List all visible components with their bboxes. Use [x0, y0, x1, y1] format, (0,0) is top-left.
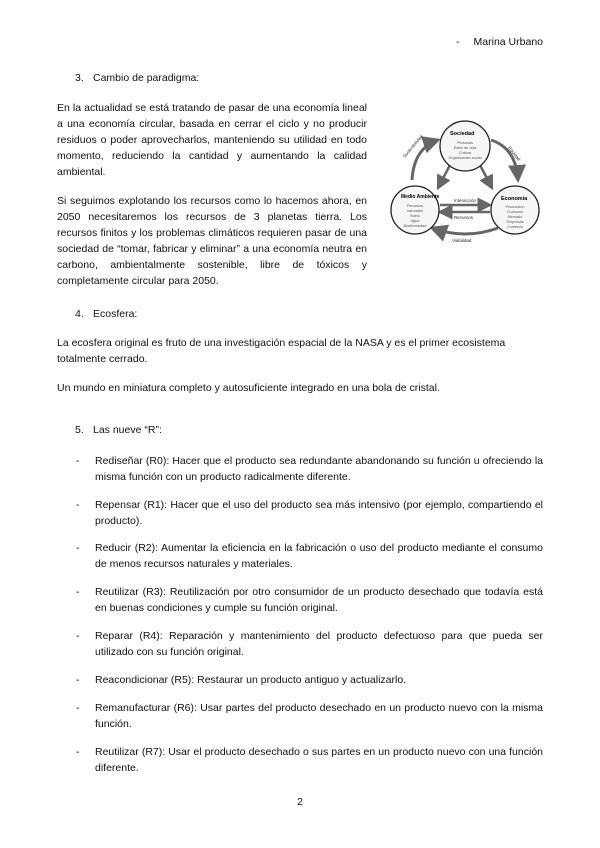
- section-3-heading: [75, 72, 199, 84]
- node-economia-desc-4: Empresas: [506, 220, 524, 224]
- r-list-item: [76, 700, 543, 732]
- section-5-title: Las nueve “R”:: [93, 424, 162, 436]
- node-economia-desc-3: Mercado: [507, 215, 523, 219]
- r-item-text: Reducir (R2): Aumentar la eficiencia en la fabricación o uso del producto mediante el consumo de menos recursos naturales y materiales.: [95, 542, 543, 570]
- node-sociedad-desc-3: Cultura: [458, 151, 472, 155]
- bullet-dash: -: [76, 674, 80, 686]
- arrow-sociedad-economia: [480, 165, 492, 188]
- section-5-number: 5.: [75, 424, 84, 436]
- label-viabilidad: Viabilidad: [452, 238, 472, 243]
- section-4-number: 4.: [75, 308, 84, 320]
- node-economia-desc-1: Producción: [505, 205, 525, 209]
- section-5-heading: [75, 424, 162, 436]
- sustainability-diagram: [390, 118, 540, 243]
- arrow-sociedad-medio: [438, 165, 450, 188]
- arrow-viabilidad: [432, 228, 498, 234]
- section-4-paragraph-1: La ecosfera original es fruto de una investigación espacial de la NASA y es el primer ecosistema totalmente cerrado.: [57, 337, 506, 365]
- label-equidad: Equidad: [507, 145, 522, 162]
- node-medio-ambiente-title: Medio Ambiente: [401, 194, 440, 200]
- r-list-item: [76, 672, 543, 688]
- node-medio-desc-3: Suelo: [410, 214, 420, 218]
- bullet-dash: -: [76, 586, 80, 598]
- bullet-dash: -: [76, 499, 80, 511]
- section-3-number: 3.: [75, 72, 84, 84]
- r-item-text: Reutilizar (R7): Usar el producto desechado o sus partes en un producto nuevo con una función diferente.: [95, 746, 543, 774]
- header-dash: -: [456, 36, 460, 48]
- r-list-item: [76, 540, 543, 572]
- section-3-title: Cambio de paradigma:: [93, 72, 200, 84]
- section-4-paragraph-2: Un mundo en miniatura completo y autosuficiente integrado en una bola de cristal.: [57, 382, 440, 394]
- r-item-text: Reacondicionar (R5): Restaurar un producto antiguo y actualizarlo.: [95, 674, 407, 686]
- bullet-dash: -: [76, 542, 80, 554]
- section-3-paragraph-1: En la actualidad se está tratando de pasar de una economía lineal a una economía circular, basada en cerrar el ciclo y no producir residuos o poder aprovecharlos, manteniendo su utilidad en todo momento, reduciendo la cantidad y aumentando la calidad ambiental.: [57, 102, 367, 178]
- page-number: 2: [297, 796, 303, 808]
- page-header: [456, 36, 543, 48]
- r-item-text: Repensar (R1): Hacer que el uso del producto sea más intensivo (por ejemplo, compartiendo el producto).: [95, 499, 543, 527]
- node-economia: [491, 186, 539, 234]
- label-sostenibilidad: Sostenibilidad: [401, 133, 424, 159]
- node-sociedad-desc-4: Organización social: [448, 156, 482, 160]
- bullet-dash: -: [76, 702, 80, 714]
- node-medio-desc-5: Biodiversidad: [403, 224, 427, 228]
- node-economia-title: Economía: [501, 196, 528, 202]
- node-sociedad-title: Sociedad: [450, 131, 475, 137]
- arrow-equidad: [491, 140, 518, 180]
- r-list-item: [76, 628, 543, 660]
- node-economia-desc-2: Consumo: [506, 210, 524, 214]
- node-medio-ambiente: [391, 186, 440, 234]
- node-medio-desc-2: naturales: [407, 209, 423, 213]
- section-4-heading: [75, 308, 137, 320]
- node-sociedad: [440, 121, 490, 171]
- r-list-item: [76, 744, 543, 776]
- bullet-dash: -: [76, 630, 80, 642]
- node-medio-desc-1: Recursos: [406, 204, 424, 208]
- r-list-item: [76, 497, 543, 529]
- r-item-text: Reutilizar (R3): Reutilización por otro consumidor de un producto desechado que todavía está en buenas condiciones y cumple su función original.: [95, 586, 543, 614]
- node-sociedad-desc-1: Personas: [456, 141, 474, 145]
- header-author: Marina Urbano: [473, 36, 543, 48]
- r-item-text: Remanufacturar (R6): Usar partes del producto desechado en un producto nuevo con la misma función.: [95, 702, 543, 730]
- r-item-text: Rediseñar (R0): Hacer que el producto sea redundante abandonando su función u ofreciendo la misma función con un producto radicalmente diferente.: [95, 455, 543, 483]
- label-interaccion: Interacción: [454, 198, 477, 203]
- section-3-paragraph-2: Si seguimos explotando los recursos como lo hacemos ahora, en 2050 necesitaremos los recursos de 3 planetas tierra. Los recursos finitos y los problemas climáticos requieren pasar de una sociedad de “tomar, fabricar y eliminar” a una economía neutra en carbono, ambientalmente sostenible, libre de tóxicos y completamente circular para 2050.: [57, 195, 367, 287]
- node-medio-desc-4: Agua: [410, 219, 420, 223]
- r-item-text: Reparar (R4): Reparación y mantenimiento del producto defectuoso para que pueda ser utilizado con su función original.: [95, 630, 543, 658]
- r-list-item: [76, 584, 543, 616]
- label-recursos: Recursos: [454, 215, 474, 220]
- bullet-dash: -: [76, 455, 80, 467]
- node-sociedad-desc-2: Estilo de vida: [453, 146, 477, 150]
- bullet-dash: -: [76, 746, 80, 758]
- r-list-item: [76, 453, 543, 485]
- section-4-title: Ecosfera:: [93, 308, 138, 320]
- node-economia-desc-5: Comercio: [506, 225, 524, 229]
